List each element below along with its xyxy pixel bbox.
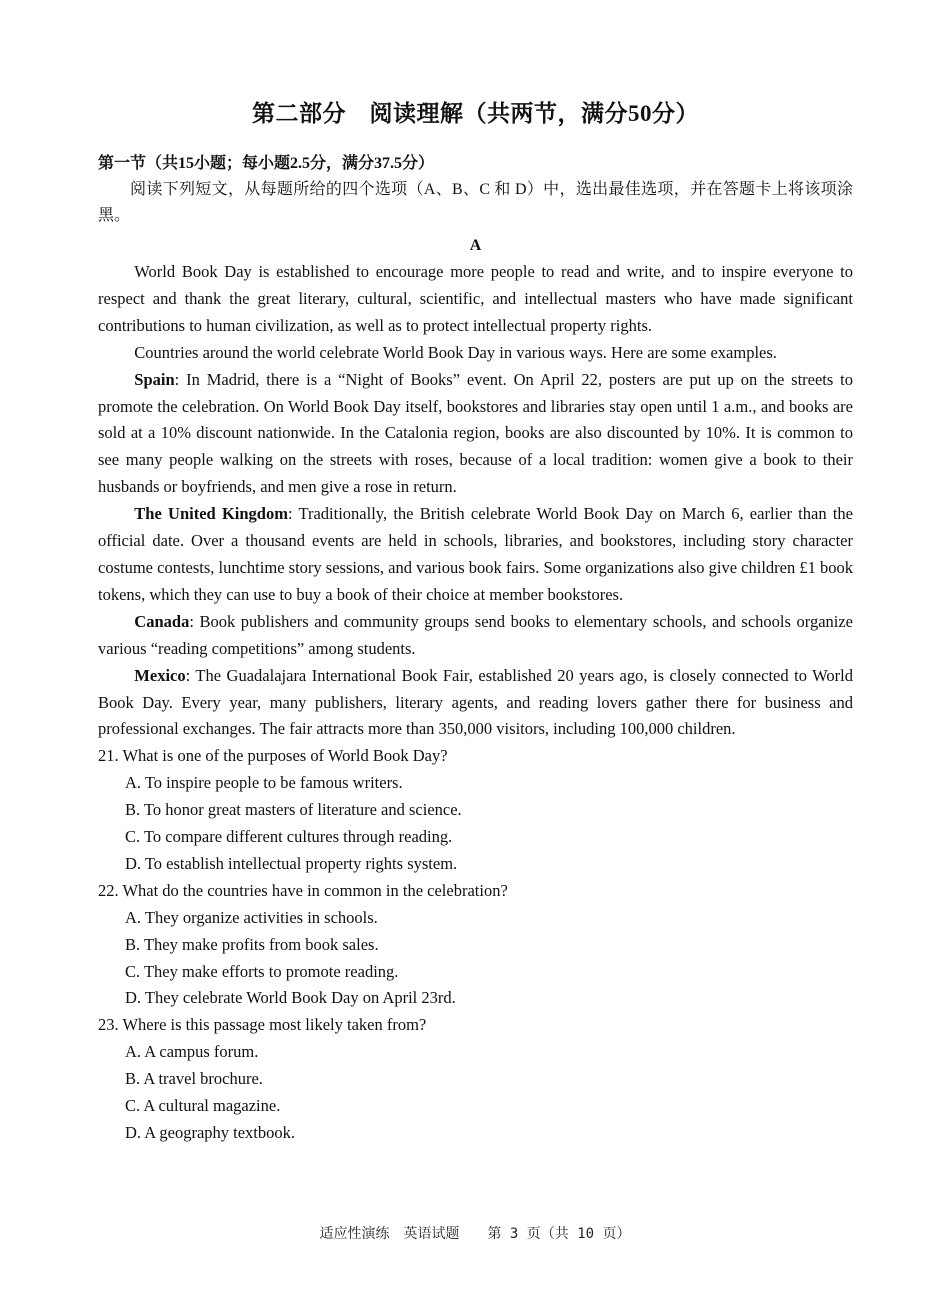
- answer-option: C. To compare different cultures through reading.: [125, 827, 453, 847]
- question-stem: 21. What is one of the purposes of World Book Day?: [98, 746, 448, 766]
- question-stem: 22. What do the countries have in common in the celebration?: [98, 880, 508, 900]
- country-text-spain: : In Madrid, there is a “Night of Books” event. On April 22, posters are put up on the streets to promote the celebration. On World Book Day itself, bookstores and libraries stay open until 1 a.m., and books are sold at a 10% discount nationwide. In the Catalonia region, books are also discounted by 10%. It is common to see many people walking on the streets with roses, because of a local tradition: women give a book to their husbands or boyfriends, and men give a rose in return.: [98, 369, 853, 497]
- answer-option: B. They make profits from book sales.: [125, 934, 379, 954]
- question-22: [98, 878, 853, 1013]
- country-text-uk: : Traditionally, the British celebrate World Book Day on March 6, earlier than the official date. Over a thousand events are held in schools, libraries, and bookstores, including story character costume contests, lunchtime story sessions, and various book fairs. Some organizations also give children £1 book tokens, which they can use to buy a book of their choice at member bookstores.: [98, 504, 853, 604]
- passage-paragraph-canada: [98, 609, 853, 663]
- answer-option: B. A travel brochure.: [125, 1069, 263, 1089]
- answer-option: A. To inspire people to be famous writers.: [125, 773, 403, 793]
- passage-paragraph-spain: [98, 367, 853, 502]
- answer-option: D. To establish intellectual property rights system.: [125, 853, 458, 873]
- passage-label: A: [469, 237, 482, 254]
- instructions: 阅读下列短文，从每题所给的四个选项（A、B、C 和 D）中，选出最佳选项，并在答题卡上将该项涂黑。: [98, 181, 853, 224]
- answer-option: A. A campus forum.: [125, 1042, 259, 1062]
- passage-paragraph-intro: World Book Day is established to encourage more people to read and write, and to inspire everyone to respect and thank the great literary, cultural, scientific, and intellectual masters who have made significant contributions to human civilization, as well as to protect intellectual property rights.: [98, 262, 853, 335]
- answer-option: C. They make efforts to promote reading.: [125, 961, 399, 981]
- answer-option: C. A cultural magazine.: [125, 1096, 281, 1116]
- answer-option: B. To honor great masters of literature and science.: [125, 800, 462, 820]
- country-text-canada: : Book publishers and community groups send books to elementary schools, and schools organize various “reading competitions” among students.: [98, 611, 853, 658]
- country-name-uk: The United Kingdom: [134, 504, 288, 524]
- page-number: 第 3 页（共 10 页）: [487, 1226, 631, 1242]
- passage-paragraph-examples: Countries around the world celebrate World Book Day in various ways. Here are some examples.: [134, 342, 777, 362]
- answer-option: A. They organize activities in schools.: [125, 907, 378, 927]
- exam-page: [98, 98, 853, 1147]
- section-heading: 第一节（共15小题；每小题2.5分，满分37.5分）: [98, 155, 435, 172]
- question-21: [98, 743, 853, 878]
- passage-paragraph-uk: [98, 501, 853, 609]
- question-stem: 23. Where is this passage most likely taken from?: [98, 1015, 427, 1035]
- country-text-mexico: : The Guadalajara International Book Fair, established 20 years ago, is closely connected to World Book Day. Every year, many publishers, literary agents, and reading lovers gather there for business and professional exchanges. The fair attracts more than 350,000 visitors, including 100,000 children.: [98, 665, 853, 739]
- answer-option: D. They celebrate World Book Day on April 23rd.: [125, 988, 456, 1008]
- part-title: 第二部分 阅读理解（共两节，满分50分）: [252, 101, 699, 126]
- exam-name: 适应性演练 英语试题: [319, 1226, 460, 1242]
- answer-option: D. A geography textbook.: [125, 1123, 296, 1142]
- question-23: [98, 1012, 853, 1147]
- country-name-mexico: Mexico: [134, 665, 186, 685]
- country-name-canada: Canada: [134, 611, 190, 631]
- page-footer: [0, 1224, 950, 1244]
- country-name-spain: Spain: [134, 369, 175, 389]
- passage-paragraph-mexico: [98, 663, 853, 744]
